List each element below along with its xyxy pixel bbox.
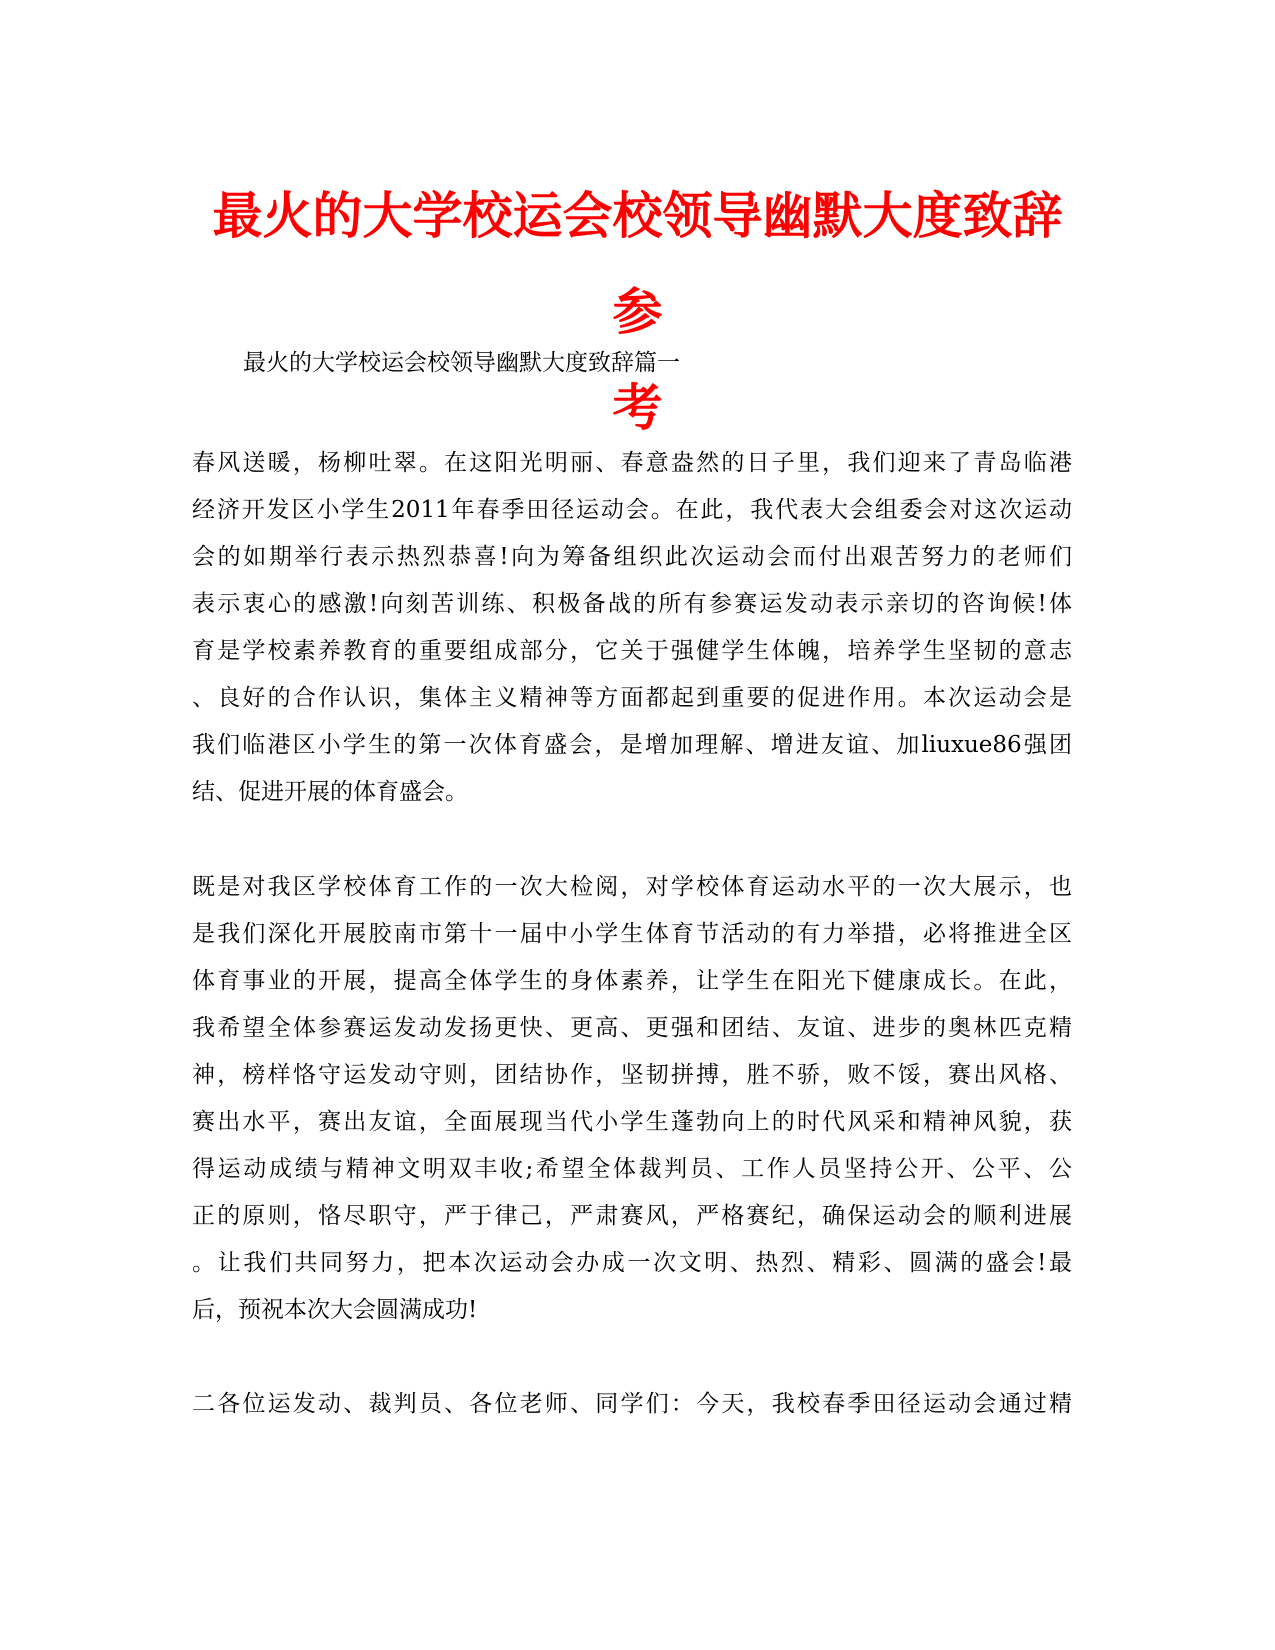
text-line: 后，预祝本次大会圆满成功!: [192, 1297, 478, 1323]
text-line: 正的原则，恪尽职守，严于律己，严肃赛风，严格赛纪，确保运动会的顺利进展: [192, 1203, 1072, 1229]
paragraph-2: [192, 864, 1072, 1334]
text-line: 结、促进开展的体育盛会。: [192, 779, 468, 805]
text-line: 我们临港区小学生的第一次体育盛会，是增加理解、增进友谊、加liuxue86强团: [192, 732, 1072, 758]
title-line: 考: [612, 379, 663, 437]
text-line: 我希望全体参赛运发动发扬更快、更高、更强和团结、友谊、进步的奥林匹克精: [192, 1015, 1072, 1041]
text-line: 表示衷心的感激!向刻苦训练、积极备战的所有参赛运发动表示亲切的咨询候!体: [192, 591, 1072, 617]
text-line: 经济开发区小学生2011年春季田径运动会。在此，我代表大会组委会对这次运动: [192, 497, 1072, 523]
paragraph-3: [192, 1381, 1072, 1428]
paragraph-1: [192, 440, 1072, 816]
text-line: 赛出水平，赛出友谊，全面展现当代小学生蓬勃向上的时代风采和精神风貌，获: [192, 1109, 1072, 1135]
text-line: 是我们深化开展胶南市第十一届中小学生体育节活动的有力举措，必将推进全区: [192, 921, 1072, 947]
text-line: 神，榜样恪守运发动守则，团结协作，坚韧拼搏，胜不骄，败不馁，赛出风格、: [192, 1062, 1072, 1088]
document-title: [190, 168, 1085, 456]
text-line: 体育事业的开展，提高全体学生的身体素养，让学生在阳光下健康成长。在此，: [192, 968, 1072, 994]
title-line: 最火的大学校运会校领导幽默大度致辞参: [212, 187, 1063, 341]
text-line: 春风送暖，杨柳吐翠。在这阳光明丽、春意盎然的日子里，我们迎来了青岛临港: [192, 450, 1072, 476]
text-line: 、良好的合作认识，集体主义精神等方面都起到重要的促进作用。本次运动会是: [192, 685, 1072, 711]
text-line: 得运动成绩与精神文明双丰收;希望全体裁判员、工作人员坚持公开、公平、公: [192, 1156, 1072, 1182]
text-line: 育是学校素养教育的重要组成部分，它关于强健学生体魄，培养学生坚韧的意志: [192, 638, 1072, 664]
text-line: 会的如期举行表示热烈恭喜!向为筹备组织此次运动会而付出艰苦努力的老师们: [192, 544, 1072, 570]
text-line: 二各位运发动、裁判员、各位老师、同学们：今天，我校春季田径运动会通过精: [192, 1391, 1072, 1417]
text-line: 既是对我区学校体育工作的一次大检阅，对学校体育运动水平的一次大展示，也: [192, 874, 1072, 900]
text-line: 。让我们共同努力，把本次运动会办成一次文明、热烈、精彩、圆满的盛会!最: [192, 1250, 1072, 1276]
section-subtitle: 最火的大学校运会校领导幽默大度致辞篇一: [243, 350, 680, 376]
